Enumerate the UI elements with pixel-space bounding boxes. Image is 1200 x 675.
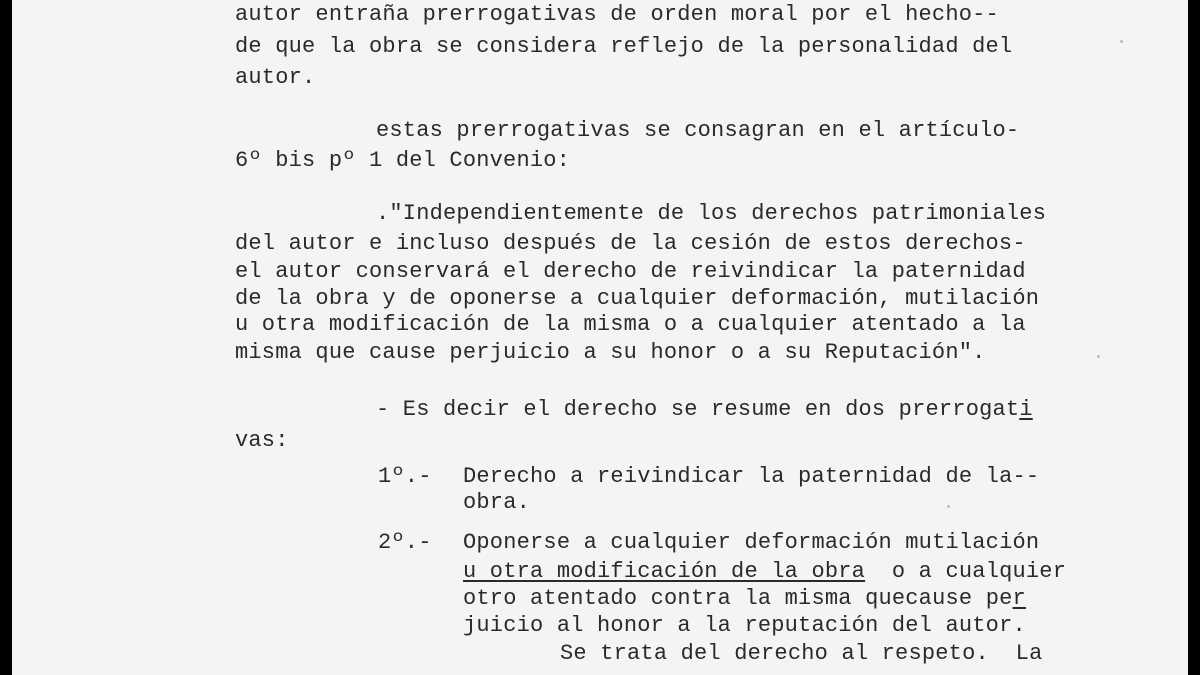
item-2-number: 2º.- [378,530,432,555]
text-line-4: estas prerrogativas se consagran en el artículo- [376,118,1020,143]
item-2-line-4: juicio al honor a la reputación del autor. [463,613,1026,638]
item-1-line-1: Derecho a reivindicar la paternidad de la-- [463,464,1040,489]
item-2-line-3 [463,586,1026,612]
item-2-underlined-phrase: u otra modificación de la obra [463,559,866,584]
text-line-5: 6º bis pº 1 del Convenio: [235,148,571,173]
item-2-line-1: Oponerse a cualquier deformación mutilación [463,530,1040,555]
item-2-line-3-underlined: r [1012,586,1026,611]
text-line-13: vas: [235,428,289,453]
paper-speck [1120,40,1123,43]
text-line-1: autor entraña prerrogativas de orden moral por el hecho-- [235,2,999,27]
scanned-page [12,0,1188,675]
text-line-3: autor. [235,65,316,90]
item-2-line-2-rest: o a cualquier [865,559,1067,584]
item-1-number: 1º.- [378,464,432,489]
text-line-12 [376,397,1033,423]
item-2-line-5: Se trata del derecho al respeto. La [560,641,1043,666]
quote-line-5: u otra modificación de la misma o a cualquier atentado a la [235,312,1026,337]
quote-line-6: misma que cause perjuicio a su honor o a su Reputación". [235,340,986,365]
text-line-12-main: - Es decir el derecho se resume en dos prerrogat [376,397,1020,422]
item-2-line-3-a: otro atentado contra la misma que [463,586,906,611]
item-2-line-3-b: cause pe [905,586,1013,611]
quote-line-1: ."Independientemente de los derechos patrimoniales [376,201,1047,226]
paper-speck [947,505,950,508]
text-line-2: de que la obra se considera reflejo de la personalidad del [235,34,1013,59]
item-2-line-2 [463,559,1066,585]
item-1-line-2: obra. [463,490,531,515]
quote-line-2: del autor e incluso después de la cesión de estos derechos- [235,231,1026,256]
text-line-12-underlined: i [1019,397,1033,422]
quote-line-3: el autor conservará el derecho de reivindicar la paternidad [235,259,1026,284]
paper-speck [1097,355,1100,358]
quote-line-4: de la obra y de oponerse a cualquier deformación, mutilación [235,286,1040,311]
